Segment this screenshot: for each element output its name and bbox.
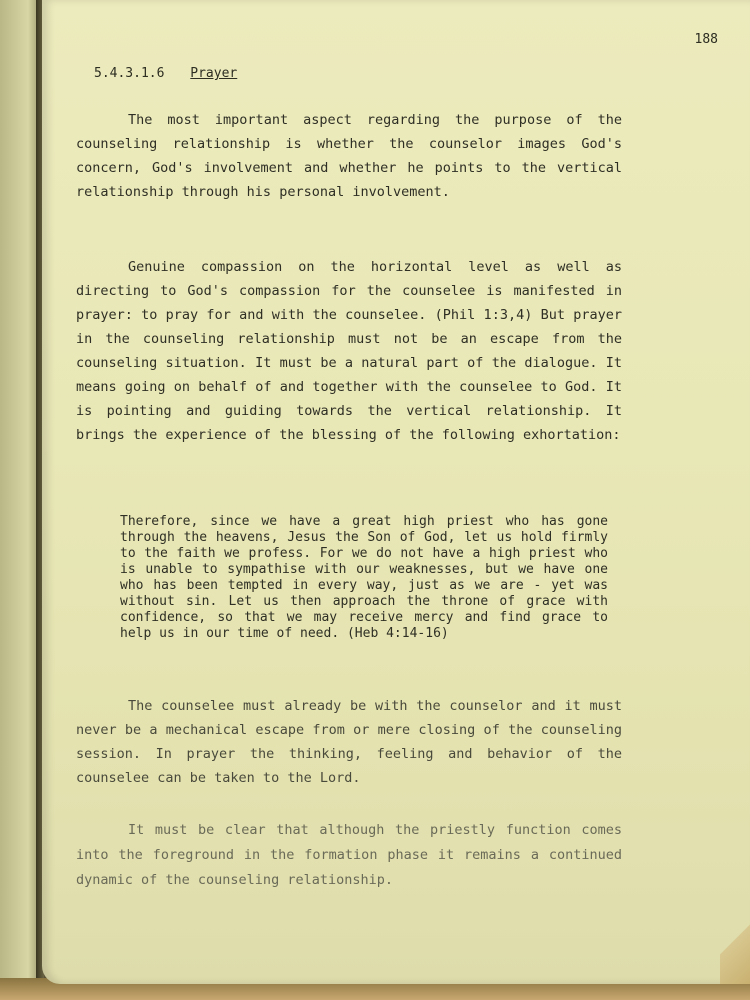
section-title: Prayer: [190, 66, 238, 81]
section-number: 5.4.3.1.6: [94, 66, 165, 81]
book-page: [42, 0, 750, 984]
section-heading: [94, 66, 237, 81]
paragraph-compassion: Genuine compassion on the horizontal level as well as directing to God's compassion for the counselee is manifested in prayer: to pray for and with the counselee. (Phil 1:3,4) But prayer in the counseling relationship must not be an escape from the counseling situation. It must be a natural part of the dialogue. It means going on behalf of and together with the counselee to God. It is pointing and guiding towards the vertical relationship. It brings the experience of the blessing of the following exhortation:: [76, 259, 622, 443]
page-corner: [720, 914, 750, 984]
paragraph-counselee: The counselee must already be with the counselor and it must never be a mechanical escape from or mere closing of the counseling session. In prayer the thinking, feeling and behavior of the counselee can be taken to the Lord.: [76, 698, 622, 786]
page-number: 188: [694, 32, 718, 47]
paragraph-priestly-function: It must be clear that although the priestly function comes into the foreground in the formation phase it remains a continued dynamic of the counseling relationship.: [76, 822, 622, 888]
paragraph-purpose: The most important aspect regarding the purpose of the counseling relationship is whether the counselor images God's concern, God's involvement and whether he points to the vertical relationship through his personal involvement.: [76, 112, 622, 200]
scripture-quote: Therefore, since we have a great high priest who has gone through the heavens, Jesus the Son of God, let us hold firmly to the faith we profess. For we do not have a high priest who is unable to sympathise with our weaknesses, but we have one who has been tempted in every way, just as we are - yet was without sin. Let us then approach the throne of grace with confidence, so that we may receive mercy and find grace to help us in our time of need. (Heb 4:14-16): [120, 514, 608, 641]
facing-page-edge: [0, 0, 40, 1000]
